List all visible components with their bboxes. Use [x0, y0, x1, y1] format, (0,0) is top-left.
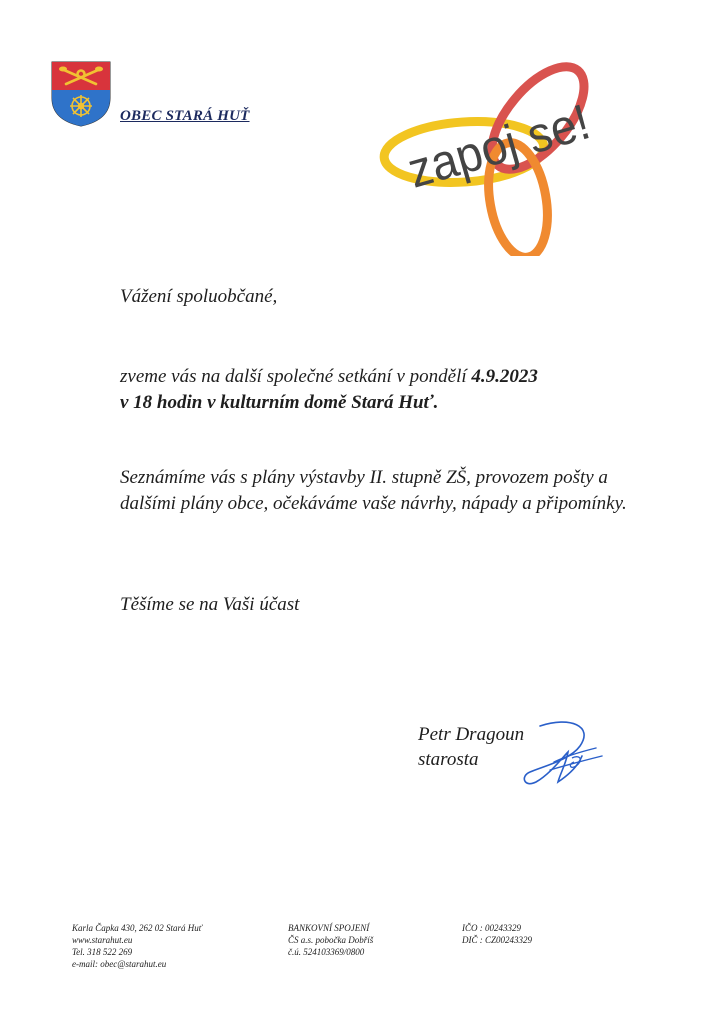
zapoj-se-logo: [376, 30, 612, 256]
footer-ids: [462, 922, 532, 946]
footer-dic: DIČ : CZ00243329: [462, 935, 533, 945]
organization-name: OBEC STARÁ HUŤ: [120, 108, 250, 124]
signature-block: [418, 722, 524, 772]
footer-bank-heading: BANKOVNÍ SPOJENÍ: [288, 923, 370, 933]
signer-name: Petr Dragoun: [418, 724, 525, 745]
footer-address: [72, 922, 202, 970]
greeting: Vážení spoluobčané,: [120, 286, 278, 307]
footer-bank-account: č.ú. 524103369/0800: [288, 947, 365, 957]
footer-phone: Tel. 318 522 269: [72, 947, 133, 957]
handwritten-signature: [510, 712, 606, 796]
closing-line: Těšíme se na Vaši účast: [120, 594, 300, 615]
footer-bank-name: ČS a.s. pobočka Dobříš: [288, 935, 374, 945]
invitation-text: zveme vás na další společné setkání v pondělí: [120, 366, 472, 387]
signer-title: starosta: [418, 749, 479, 770]
event-date: 4.9.2023: [471, 366, 538, 387]
agenda-paragraph: Seznámíme vás s plány výstavby II. stupně ZŠ, provozem pošty a dalšími plány obce, očekáváme vaše návrhy, nápady a připomínky.: [120, 467, 627, 514]
footer-ico: IČO : 00243329: [462, 923, 521, 933]
footer-address-line: Karla Čapka 430, 262 02 Stará Huť: [72, 923, 203, 933]
logo-text: zapoj se!: [401, 89, 610, 199]
footer-website: www.starahut.eu: [72, 935, 133, 945]
footer-bank: [288, 922, 373, 958]
coat-of-arms-icon: [50, 60, 112, 128]
footer-email: e-mail: obec@starahut.eu: [72, 959, 167, 969]
event-time-place: v 18 hodin v kulturním domě Stará Huť.: [120, 392, 439, 413]
invitation-paragraph: [120, 364, 640, 416]
